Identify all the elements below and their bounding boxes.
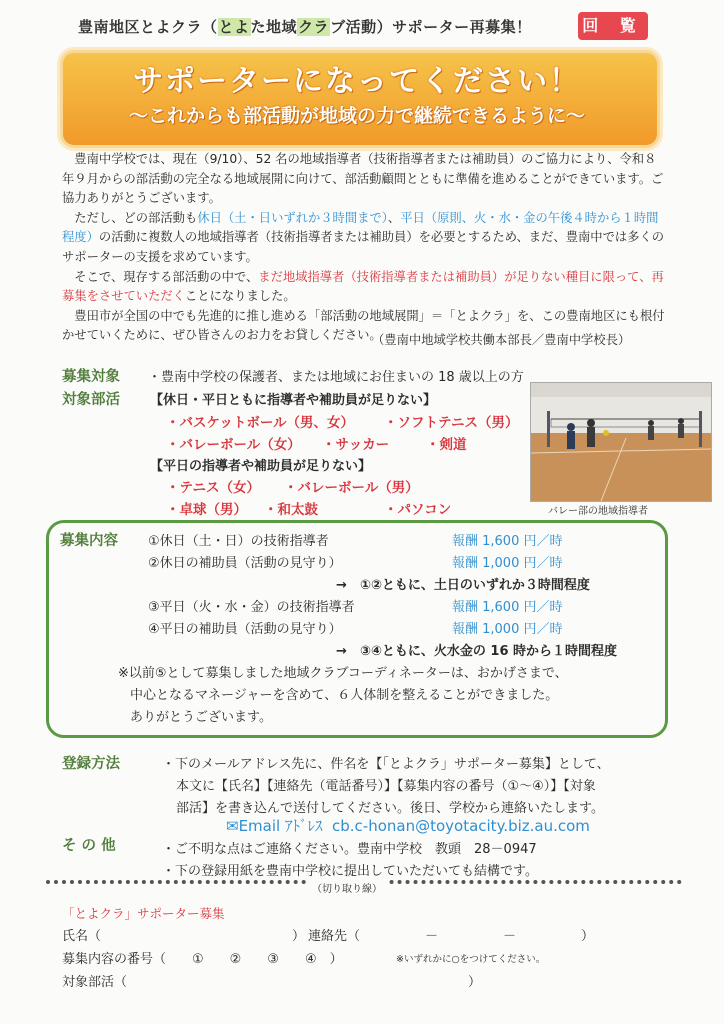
club-item: ・卓球（男）	[166, 502, 247, 518]
header-highlight-kura: クラ	[298, 18, 330, 36]
content-item: ③平日（火・水・金）の技術指導者	[148, 600, 355, 615]
content-item: ④平日の補助員（活動の見守り）	[148, 622, 342, 637]
club-item: ・バレーボール（女）	[166, 437, 301, 453]
form-club-close: ）	[468, 975, 482, 990]
content-remark: ありがとうございます。	[130, 710, 272, 725]
intro-p3-b: ことになりました。	[184, 289, 296, 304]
target-label: 募集対象	[62, 369, 120, 385]
signature: （豊南中地域学校共働本部長／豊南中学校長）	[372, 333, 631, 347]
content-item: ①休日（土・日）の技術指導者	[148, 534, 329, 549]
intro-p2-weekday: 平日（原則、火・水・金の午後４時から１時間程度）	[62, 210, 659, 245]
header-text-1: 豊南地区とよクラ（	[78, 18, 218, 36]
club-item: ・テニス（女）	[166, 480, 260, 496]
intro-paragraph-4: 豊田市が全国の中でも先進的に推し進める「部活動の地域展開」＝「とよクラ」を、この豊南地区にも根付かせていくために、ぜひ皆さんのお力をお貸しください。	[62, 308, 665, 343]
cut-line-label: （切り取り線）	[308, 880, 386, 895]
club-item: ・パソコン	[384, 502, 452, 518]
club-field[interactable]	[140, 970, 460, 988]
content-pay: 報酬 1,000 円／時	[452, 622, 563, 637]
club-item: ・和太鼓	[264, 502, 318, 518]
banner-subtitle: ～これからも部活動が地域の力で継続できるように～	[128, 105, 585, 127]
content-note-34: → ③④ともに、火水金の 16 時から１時間程度	[336, 644, 618, 659]
holiday-clubs-heading: 【休日・平日ともに指導者や補助員が足りない】	[150, 393, 437, 408]
email-address-link[interactable]: cb.c-honan@toyotacity.biz.au.com	[332, 817, 590, 835]
content-remark: ※以前⑤として募集しました地域クラブコーディネーターは、おかげさまで、	[118, 666, 568, 681]
club-item: ・剣道	[426, 437, 467, 453]
intro-p3-a: そこで、現存する部活動の中で、	[74, 269, 259, 284]
form-name-label: 氏名（	[62, 929, 102, 944]
register-line: 部活】を書き込んで送付してください。後日、学校から連絡いたします。	[176, 801, 604, 816]
target-text: ・豊南中学校の保護者、または地域にお住まいの 18 歳以上の方	[148, 370, 524, 385]
content-remark: 中心となるマネージャーを含めて、６人体制を整えることができました。	[130, 688, 559, 703]
register-line: ・下のメールアドレス先に、件名を【「とよクラ」サポーター募集】として、	[162, 757, 610, 772]
content-item: ②休日の補助員（活動の見守り）	[148, 556, 342, 571]
volleyball-photo	[530, 382, 712, 502]
club-item: ・サッカー	[322, 437, 390, 453]
intro-paragraph-3	[62, 268, 668, 307]
register-line: 本文に【氏名】【連絡先（電話番号）】【募集内容の番号（①～④）】【対象	[176, 779, 596, 794]
header-text-3: ブ活動）サポーター再募集！	[330, 18, 532, 36]
form-name-close: ）	[292, 929, 306, 944]
content-pay: 報酬 1,600 円／時	[452, 534, 563, 549]
number-note: ※いずれかに○をつけてください。	[396, 954, 546, 965]
content-pay: 報酬 1,600 円／時	[452, 600, 563, 615]
contact-field[interactable]: 連絡先（ － － ）	[308, 929, 595, 944]
intro-text	[62, 150, 668, 346]
intro-p2-b: 、	[387, 210, 401, 225]
email-label: ✉Email ｱﾄﾞﾚｽ	[226, 817, 323, 835]
banner-title: サポーターになってください！	[133, 64, 581, 99]
header-text-2: た地域	[250, 18, 298, 36]
header-highlight-toyo: とよ	[218, 18, 250, 36]
intro-p2-a: ただし、どの部活動も	[74, 210, 198, 225]
content-pay: 報酬 1,000 円／時	[452, 556, 563, 571]
name-field[interactable]	[112, 924, 292, 942]
content-label: 募集内容	[60, 533, 118, 549]
content-note-12: → ①②ともに、土日のいずれか３時間程度	[336, 578, 590, 593]
circulation-badge: 回 覧	[578, 12, 648, 40]
other-line: ・下の登録用紙を豊南中学校に提出していただいても結構です。	[162, 864, 538, 879]
form-club-label: 対象部活（	[62, 975, 128, 990]
photo-caption: バレー部の地域指導者	[548, 506, 648, 517]
intro-p3-red: まだ地域指導者（技術指導者または補助員）が足りない種目に限って、再募集をさせていただく	[62, 269, 664, 304]
number-field[interactable]: 募集内容の番号（ ① ② ③ ④ ）	[62, 952, 343, 967]
register-label: 登録方法	[62, 756, 120, 772]
intro-p2-c: の活動に複数人の地域指導者（技術指導者または補助員）を必要とするため、まだ、豊南中では多くのサポーターの支援を求めています。	[62, 230, 665, 264]
intro-paragraph-2	[62, 209, 668, 268]
clubs-label: 対象部活	[62, 392, 120, 408]
intro-paragraph-1: 豊南中学校では、現在（9/10）、52 名の地域指導者（技術指導者または補助員）のご協力により、令和８年９月からの部活動の完全なる地域展開に向けて、部活動顧問とともに準備を進めることができています。ご協力ありがとうございます。	[62, 152, 664, 206]
other-line: ・ご不明な点はご連絡ください。豊南中学校 教頭 28－0947	[162, 842, 537, 857]
club-item: ・ソフトテニス（男）	[384, 415, 519, 431]
header-title	[78, 16, 532, 37]
club-item: ・バレーボール（男）	[284, 480, 419, 496]
weekday-clubs-heading: 【平日の指導者や補助員が足りない】	[150, 459, 372, 474]
other-label: そ の 他	[62, 838, 116, 854]
club-item: ・バスケットボール（男、女）	[166, 415, 355, 431]
intro-p2-holiday: 休日（土・日いずれか３時間まで）	[197, 210, 388, 225]
email-line	[226, 815, 590, 836]
form-title: 「とよクラ」サポーター募集	[62, 906, 225, 921]
